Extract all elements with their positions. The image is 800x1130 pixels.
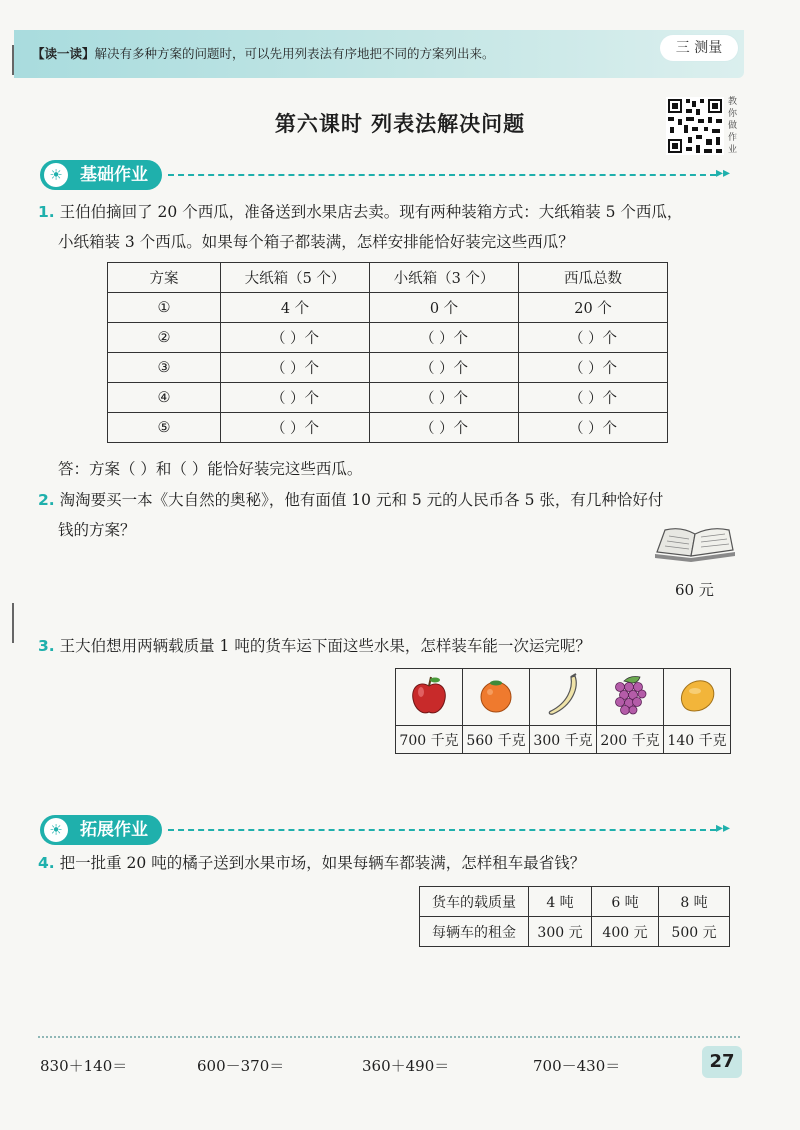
question-number: 2. <box>38 491 55 509</box>
table-cell: 每辆车的租金 <box>420 917 529 947</box>
banana-icon <box>543 673 583 717</box>
table-header: 大纸箱（5 个） <box>221 263 370 293</box>
table-cell: 500 元 <box>659 917 730 947</box>
fruit-weight: 140 千克 <box>664 726 731 754</box>
qr-note: 教你做作业 <box>728 97 738 155</box>
answer-blank[interactable]: （ ）个 <box>221 383 370 413</box>
lightbulb-icon: ☀ <box>44 818 68 842</box>
fruit-weight: 560 千克 <box>463 726 530 754</box>
tip-label: 【读一读】 <box>32 46 95 61</box>
mango-icon <box>675 675 719 715</box>
calc-exercise[interactable]: 700－430＝ <box>533 1057 621 1075</box>
table-cell: ⑤ <box>108 413 221 443</box>
fruit-weight: 700 千克 <box>396 726 463 754</box>
margin-mark <box>12 603 14 643</box>
table-row <box>420 917 730 947</box>
calc-exercise[interactable]: 600－370＝ <box>197 1057 285 1075</box>
table-row <box>108 293 668 323</box>
table-cell: 8 吨 <box>659 887 730 917</box>
answer-blank[interactable]: （ ）个 <box>519 383 668 413</box>
question-3-text: 王大伯想用两辆载质量 1 吨的货车运下面这些水果，怎样装车能一次运完呢？ <box>59 637 591 655</box>
question-2-line2: 钱的方案？ <box>58 521 136 539</box>
section-divider <box>168 829 716 831</box>
reading-tip <box>32 44 495 62</box>
answer-blank[interactable]: （ ）个 <box>370 323 519 353</box>
answer-blank[interactable]: （ ）个 <box>221 323 370 353</box>
table-row <box>108 383 668 413</box>
question-number: 4. <box>38 854 55 872</box>
section-basic-header <box>40 160 162 190</box>
answer-blank[interactable]: （ ）个 <box>221 413 370 443</box>
question-1-answer[interactable]: 答：方案（ ）和（ ）能恰好装完这些西瓜。 <box>58 460 363 478</box>
answer-blank[interactable]: （ ）个 <box>519 323 668 353</box>
orange-icon <box>476 675 516 715</box>
answer-blank[interactable]: （ ）个 <box>221 353 370 383</box>
lightbulb-icon: ☀ <box>44 163 68 187</box>
question-number: 3. <box>38 637 55 655</box>
table-cell: 4 个 <box>221 293 370 323</box>
truck-table <box>419 886 730 947</box>
tip-text: 解决有多种方案的问题时，可以先用列表法有序地把不同的方案列出来。 <box>94 46 495 61</box>
table-cell <box>530 669 597 726</box>
section-divider <box>168 174 716 176</box>
question-2 <box>38 485 758 515</box>
question-4 <box>38 848 758 878</box>
answer-blank[interactable]: （ ）个 <box>370 413 519 443</box>
table-header: 方案 <box>108 263 221 293</box>
book-price: 60 元 <box>675 581 714 599</box>
table-row <box>396 726 731 754</box>
footer-divider <box>38 1036 740 1038</box>
table-row <box>108 353 668 383</box>
question-4-text: 把一批重 20 吨的橘子送到水果市场，如果每辆车都装满，怎样租车最省钱？ <box>59 854 586 872</box>
double-chevron-icon: ▸▸ <box>716 820 731 836</box>
table-cell: 0 个 <box>370 293 519 323</box>
table-cell <box>664 669 731 726</box>
question-3 <box>38 631 758 661</box>
table-cell: ① <box>108 293 221 323</box>
qr-code-icon[interactable] <box>666 97 724 155</box>
answer-blank[interactable]: （ ）个 <box>370 383 519 413</box>
table-cell: ② <box>108 323 221 353</box>
table-cell: 400 元 <box>592 917 659 947</box>
question-2-line1: 淘淘要买一本《大自然的奥秘》，他有面值 10 元和 5 元的人民币各 5 张，有几种恰好付 <box>59 491 664 509</box>
fruit-weight: 300 千克 <box>530 726 597 754</box>
table-header: 西瓜总数 <box>519 263 668 293</box>
table-cell <box>396 669 463 726</box>
page-title: 第六课时 列表法解决问题 <box>274 112 526 136</box>
apple-icon <box>409 674 449 716</box>
question-number: 1. <box>38 203 55 221</box>
table-cell <box>463 669 530 726</box>
calc-exercise[interactable]: 360＋490＝ <box>362 1057 450 1075</box>
question-1 <box>38 197 758 227</box>
table-cell: ③ <box>108 353 221 383</box>
book-icon <box>651 522 739 562</box>
table-row <box>420 887 730 917</box>
table-header-row <box>108 263 668 293</box>
answer-blank[interactable]: （ ）个 <box>519 413 668 443</box>
answer-blank[interactable]: （ ）个 <box>370 353 519 383</box>
table-cell <box>597 669 664 726</box>
table-cell: 4 吨 <box>529 887 592 917</box>
fruit-table <box>395 668 731 754</box>
question-1-line1: 王伯伯摘回了 20 个西瓜，准备送到水果店去卖。现有两种装箱方式：大纸箱装 5 个西瓜， <box>59 203 683 221</box>
unit-tab: 三 测量 <box>660 35 738 61</box>
table-header: 小纸箱（3 个） <box>370 263 519 293</box>
page-number: 27 <box>702 1046 742 1078</box>
answer-blank[interactable]: （ ）个 <box>519 353 668 383</box>
calc-exercise[interactable]: 830＋140＝ <box>40 1057 128 1075</box>
question-1-line2: 小纸箱装 3 个西瓜。如果每个箱子都装满，怎样安排能恰好装完这些西瓜？ <box>58 233 574 251</box>
table-cell: 6 吨 <box>592 887 659 917</box>
table-row <box>396 669 731 726</box>
fruit-weight: 200 千克 <box>597 726 664 754</box>
grape-icon <box>610 673 650 717</box>
table-cell: 货车的载质量 <box>420 887 529 917</box>
table-cell: 300 元 <box>529 917 592 947</box>
table-row <box>108 323 668 353</box>
table-cell: 20 个 <box>519 293 668 323</box>
table-cell: ④ <box>108 383 221 413</box>
section-extended-header <box>40 815 162 845</box>
section-basic-label: 基础作业 <box>80 165 148 185</box>
double-chevron-icon: ▸▸ <box>716 165 731 181</box>
section-extended-label: 拓展作业 <box>80 820 148 840</box>
table-row <box>108 413 668 443</box>
plan-table <box>107 262 668 443</box>
